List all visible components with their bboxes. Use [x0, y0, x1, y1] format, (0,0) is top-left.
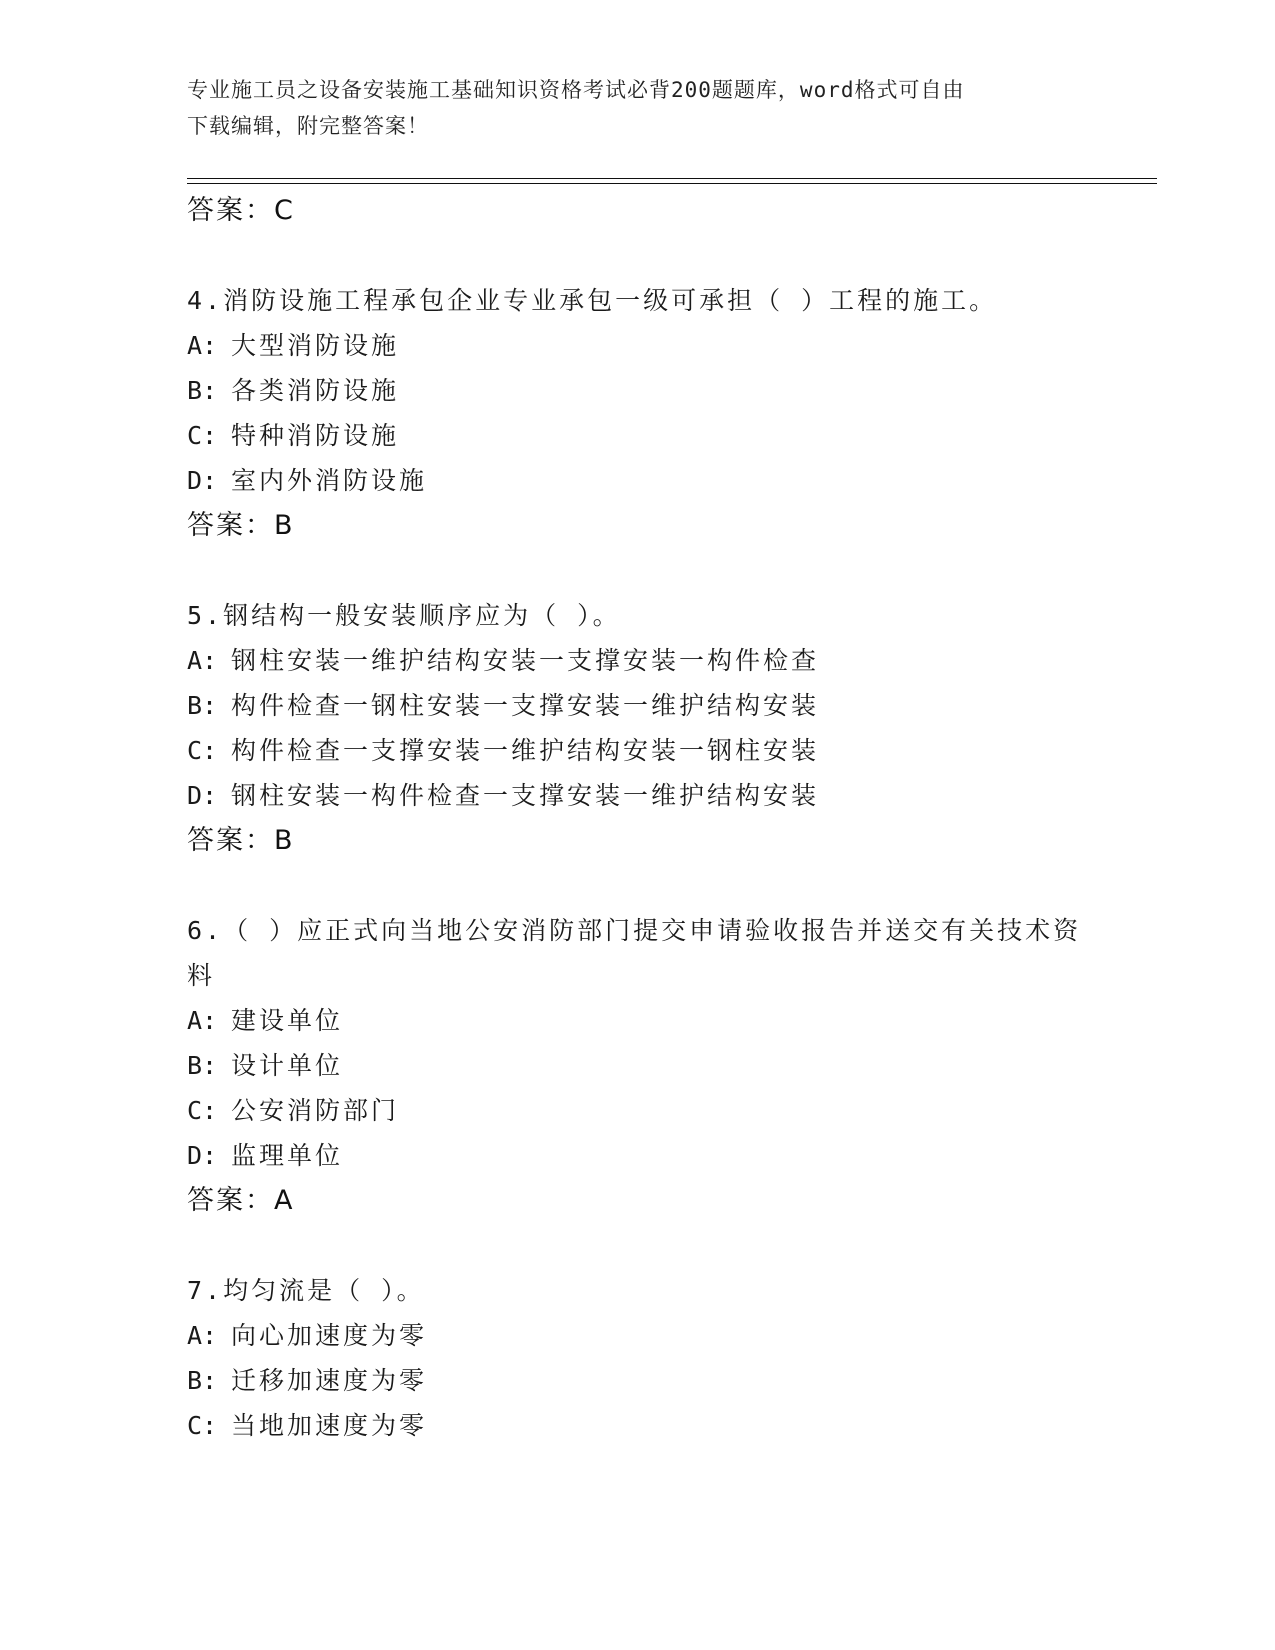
header-line-1: 专业施工员之设备安装施工基础知识资格考试必背200题题库，word格式可自由 — [187, 78, 965, 102]
option-key: B: — [187, 376, 218, 405]
answer-line: 答案：B — [187, 510, 295, 541]
option-key: A: — [187, 1006, 218, 1035]
option-text: 建设单位 — [231, 1006, 344, 1035]
option-a — [187, 1313, 1147, 1358]
option-a — [187, 323, 1147, 368]
spacer — [187, 233, 1147, 278]
question-stem: 4.消防设施工程承包企业专业承包一级可承担（ ）工程的施工。 — [187, 286, 998, 315]
option-key: A: — [187, 646, 218, 675]
option-text: 迁移加速度为零 — [231, 1366, 428, 1395]
option-text: 设计单位 — [231, 1051, 344, 1080]
option-c — [187, 413, 1147, 458]
option-d — [187, 1133, 1147, 1178]
option-d — [187, 458, 1147, 503]
option-c — [187, 728, 1147, 773]
option-text: 特种消防设施 — [231, 421, 400, 450]
answer-line: 答案：B — [187, 825, 295, 856]
option-b — [187, 1043, 1147, 1088]
option-text: 构件检查一钢柱安装一支撑安装一维护结构安装 — [231, 691, 820, 720]
option-a — [187, 998, 1147, 1043]
option-b — [187, 368, 1147, 413]
option-text: 构件检查一支撑安装一维护结构安装一钢柱安装 — [231, 736, 820, 765]
question-block — [187, 908, 1147, 1223]
option-d — [187, 773, 1147, 818]
option-text: 钢柱安装一构件检查一支撑安装一维护结构安装 — [231, 781, 820, 810]
question-block — [187, 278, 1147, 548]
header-divider-bottom — [187, 183, 1157, 184]
header-divider-top — [187, 178, 1157, 179]
option-key: A: — [187, 331, 218, 360]
question-stem: 6.（ ）应正式向当地公安消防部门提交申请验收报告并送交有关技术资料 — [187, 916, 1082, 990]
option-text: 当地加速度为零 — [231, 1411, 428, 1440]
option-b — [187, 683, 1147, 728]
option-key: C: — [187, 1411, 218, 1440]
option-text: 大型消防设施 — [231, 331, 400, 360]
option-key: D: — [187, 1141, 218, 1170]
document-header — [187, 72, 1087, 144]
question-block — [187, 1268, 1147, 1448]
spacer — [187, 548, 1147, 593]
option-text: 向心加速度为零 — [231, 1321, 428, 1350]
answer-line: 答案：C — [187, 195, 295, 226]
option-text: 室内外消防设施 — [231, 466, 428, 495]
spacer — [187, 863, 1147, 908]
option-text: 监理单位 — [231, 1141, 344, 1170]
option-c — [187, 1088, 1147, 1133]
header-line-2: 下载编辑，附完整答案！ — [187, 114, 429, 138]
option-key: B: — [187, 1366, 218, 1395]
question-block — [187, 593, 1147, 863]
answer-line: 答案：A — [187, 1185, 295, 1216]
question-list — [187, 188, 1147, 1448]
option-b — [187, 1358, 1147, 1403]
option-c — [187, 1403, 1147, 1448]
spacer — [187, 1223, 1147, 1268]
option-text: 公安消防部门 — [231, 1096, 400, 1125]
option-key: D: — [187, 466, 218, 495]
option-key: A: — [187, 1321, 218, 1350]
option-key: D: — [187, 781, 218, 810]
question-stem: 7.均匀流是（ ）。 — [187, 1276, 425, 1305]
question-stem: 5.钢结构一般安装顺序应为（ ）。 — [187, 601, 621, 630]
option-key: B: — [187, 1051, 218, 1080]
option-a — [187, 638, 1147, 683]
option-key: C: — [187, 1096, 218, 1125]
option-key: C: — [187, 421, 218, 450]
option-text: 各类消防设施 — [231, 376, 400, 405]
option-key: B: — [187, 691, 218, 720]
option-text: 钢柱安装一维护结构安装一支撑安装一构件检查 — [231, 646, 820, 675]
option-key: C: — [187, 736, 218, 765]
